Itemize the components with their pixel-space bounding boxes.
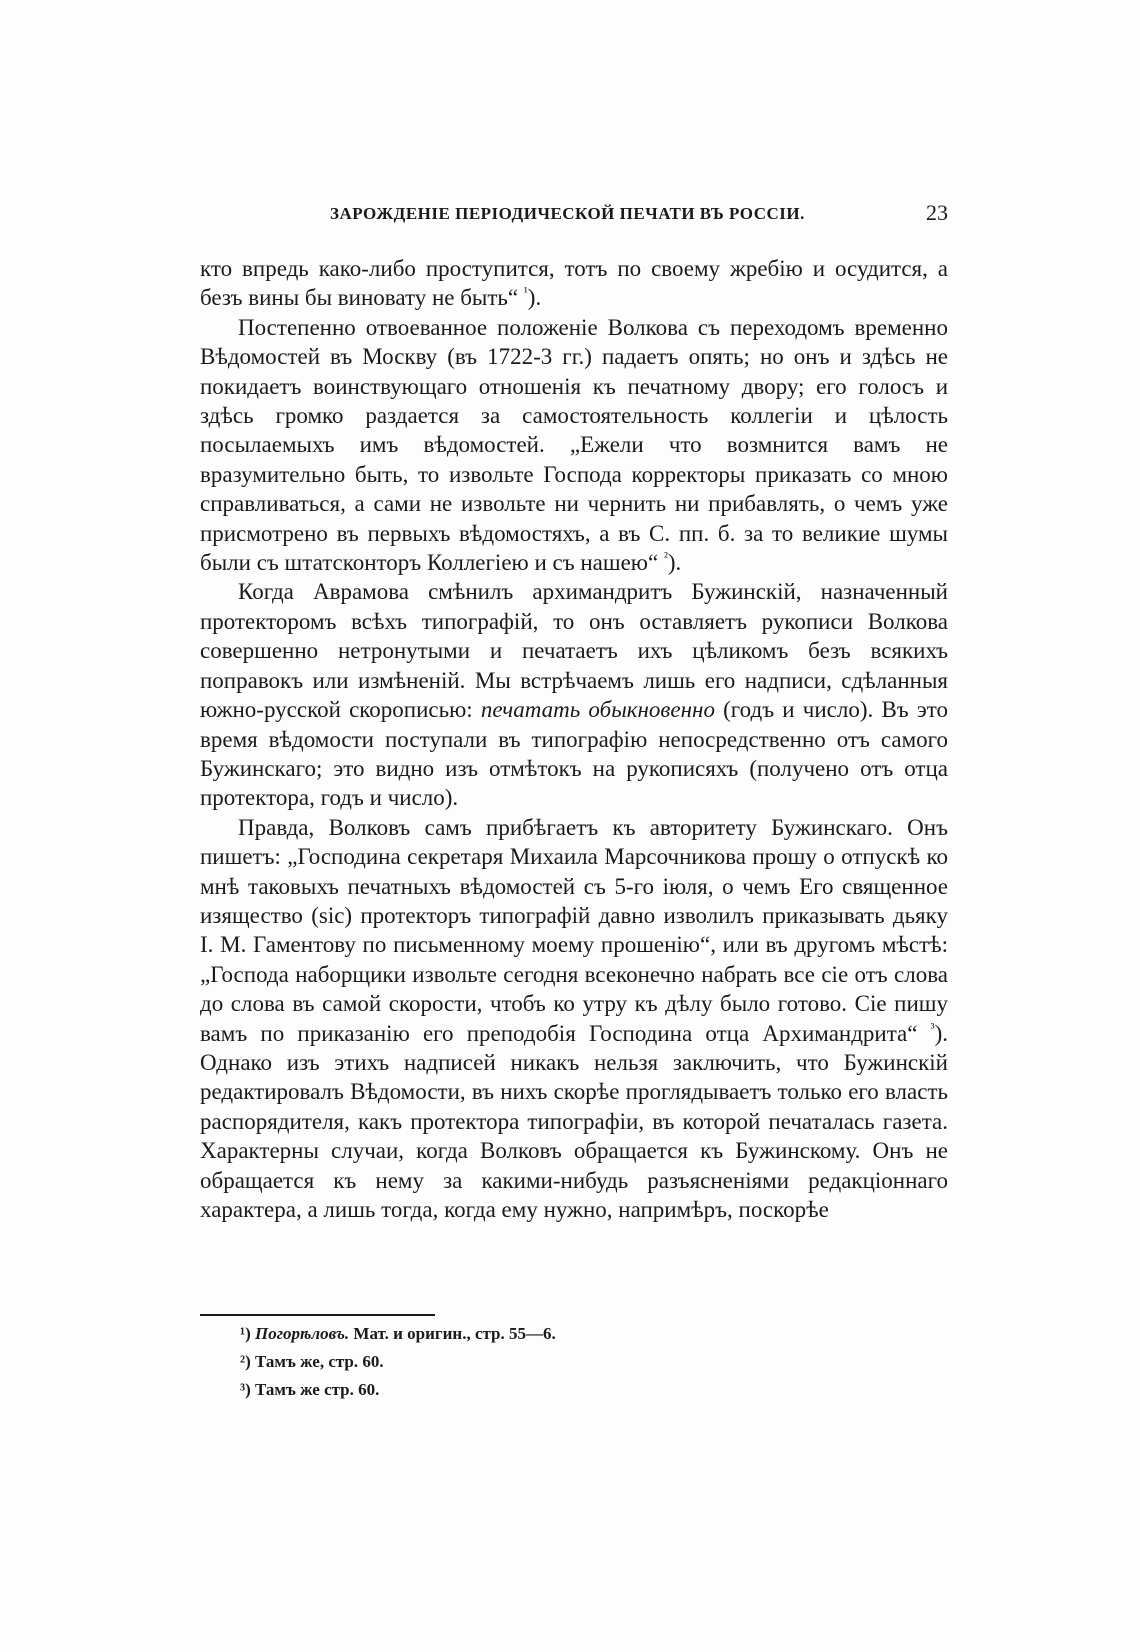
footnote-text: Тамъ же, стр. 60. bbox=[255, 1352, 384, 1371]
text-run: Когда Аврамова смѣнилъ архимандритъ Бужинскій, назначенный протекторомъ всѣхъ типографій, то онъ оставляетъ рукописи Волкова совершенно нетронутыми и печатаетъ ихъ цѣликомъ безъ всякихъ поправокъ или измѣненій. Мы встрѣчаемъ лишь его надписи, сдѣланныя южно-русской скорописью: bbox=[200, 579, 948, 723]
text-run: ). Однако изъ этихъ надписей никакъ нельзя заключить, что Бужинскій редактировалъ Вѣдомости, въ нихъ скорѣе проглядываетъ только его власть распорядителя, какъ протектора типографіи, въ которой печаталась газета. Характерны случаи, когда Волковъ обращается къ Бужинскому. Онъ не обращается къ нему за какими-нибудь разъясненіями редакціоннаго характера, а лишь тогда, когда ему нужно, напримѣръ, поскорѣе bbox=[200, 1020, 948, 1222]
footnote-2 bbox=[240, 1348, 940, 1376]
text-run: ). bbox=[527, 285, 542, 311]
running-head bbox=[200, 200, 948, 230]
footnote-text: Мат. и оригин., стр. 55—6. bbox=[349, 1324, 556, 1343]
footnote-ref-3: ³ bbox=[930, 1019, 935, 1035]
italic-run: печатать обыкновенно bbox=[480, 697, 715, 723]
paragraph bbox=[200, 577, 948, 812]
running-title: ЗАРОЖДЕНІЕ ПЕРІОДИЧЕСКОЙ ПЕЧАТИ ВЪ РОССІИ. bbox=[330, 204, 805, 223]
footnote-ref-1: ¹ bbox=[523, 284, 528, 300]
text-run: (годъ и число). Въ это время вѣдомости поступали въ типографію непосредственно отъ самого Бужинскаго; это видно изъ отмѣтокъ на рукописяхъ (получено отъ отца протектора, годъ и число). bbox=[200, 697, 948, 811]
text-run: Постепенно отвоеванное положеніе Волкова съ переходомъ временно Вѣдомостей въ Москву (въ 1722-3 гг.) падаетъ опять; но онъ и здѣсь не покидаетъ воинствующаго отношенія къ печатному двору; его голосъ и здѣсь громко раздается за самостоятельность коллегіи и цѣлость посылаемыхъ имъ вѣдомостей. „Ежели что возмнится вамъ не вразумительно быть, то извольте Господа корректоры приказать со мною справливаться, а сами не извольте ни чернить ни прибавлять, о чемъ уже присмотрено въ первыхъ вѣдомостяхъ, а въ С. пп. б. за то великие шумы были съ штатсконторъ Коллегіею и съ нашею“ bbox=[200, 314, 948, 576]
footnote-ref-2: ² bbox=[663, 549, 668, 565]
text-run: Правда, Волковъ самъ прибѣгаетъ къ авторитету Бужинскаго. Онъ пишетъ: „Господина секретаря Михаила Марсочникова прошу о отпускѣ ко мнѣ таковыхъ печатныхъ вѣдомостей съ 5-го іюля, о чемъ Его священное изящество (sic) протекторъ типографій давно изволилъ приказывать дьяку І. М. Гаментову по письменному моему прошенію“, или въ другомъ мѣстѣ: „Господа наборщики извольте сегодня всеконечно набрать все сіе отъ слова до слова въ самой скорости, чтобъ ко утру къ дѣлу было готово. Сіе пишу вамъ по приказанію его преподобія Господина отца Архимандрита“ bbox=[200, 814, 948, 1046]
footnote-marker: ²) bbox=[240, 1352, 256, 1371]
body-text bbox=[200, 254, 948, 1224]
page-number: 23 bbox=[926, 200, 948, 225]
footnote-1 bbox=[240, 1320, 940, 1348]
paragraph-continued bbox=[200, 254, 948, 313]
text-run: ). bbox=[667, 550, 682, 576]
footnote-author: Погорѣловъ. bbox=[255, 1324, 350, 1343]
paragraph bbox=[200, 313, 948, 578]
footnote-marker: ¹) bbox=[240, 1324, 256, 1343]
footnote-divider bbox=[200, 1314, 435, 1316]
footnote-marker: ³) bbox=[240, 1380, 256, 1399]
footnote-text: Тамъ же стр. 60. bbox=[255, 1380, 380, 1399]
text-run: кто впредь како-либо проступится, тотъ по своему жребію и осудится, а безъ вины бы виновату не быть“ bbox=[200, 256, 948, 311]
paragraph bbox=[200, 813, 948, 1225]
footnote-3 bbox=[240, 1376, 940, 1404]
footnotes bbox=[240, 1320, 940, 1404]
